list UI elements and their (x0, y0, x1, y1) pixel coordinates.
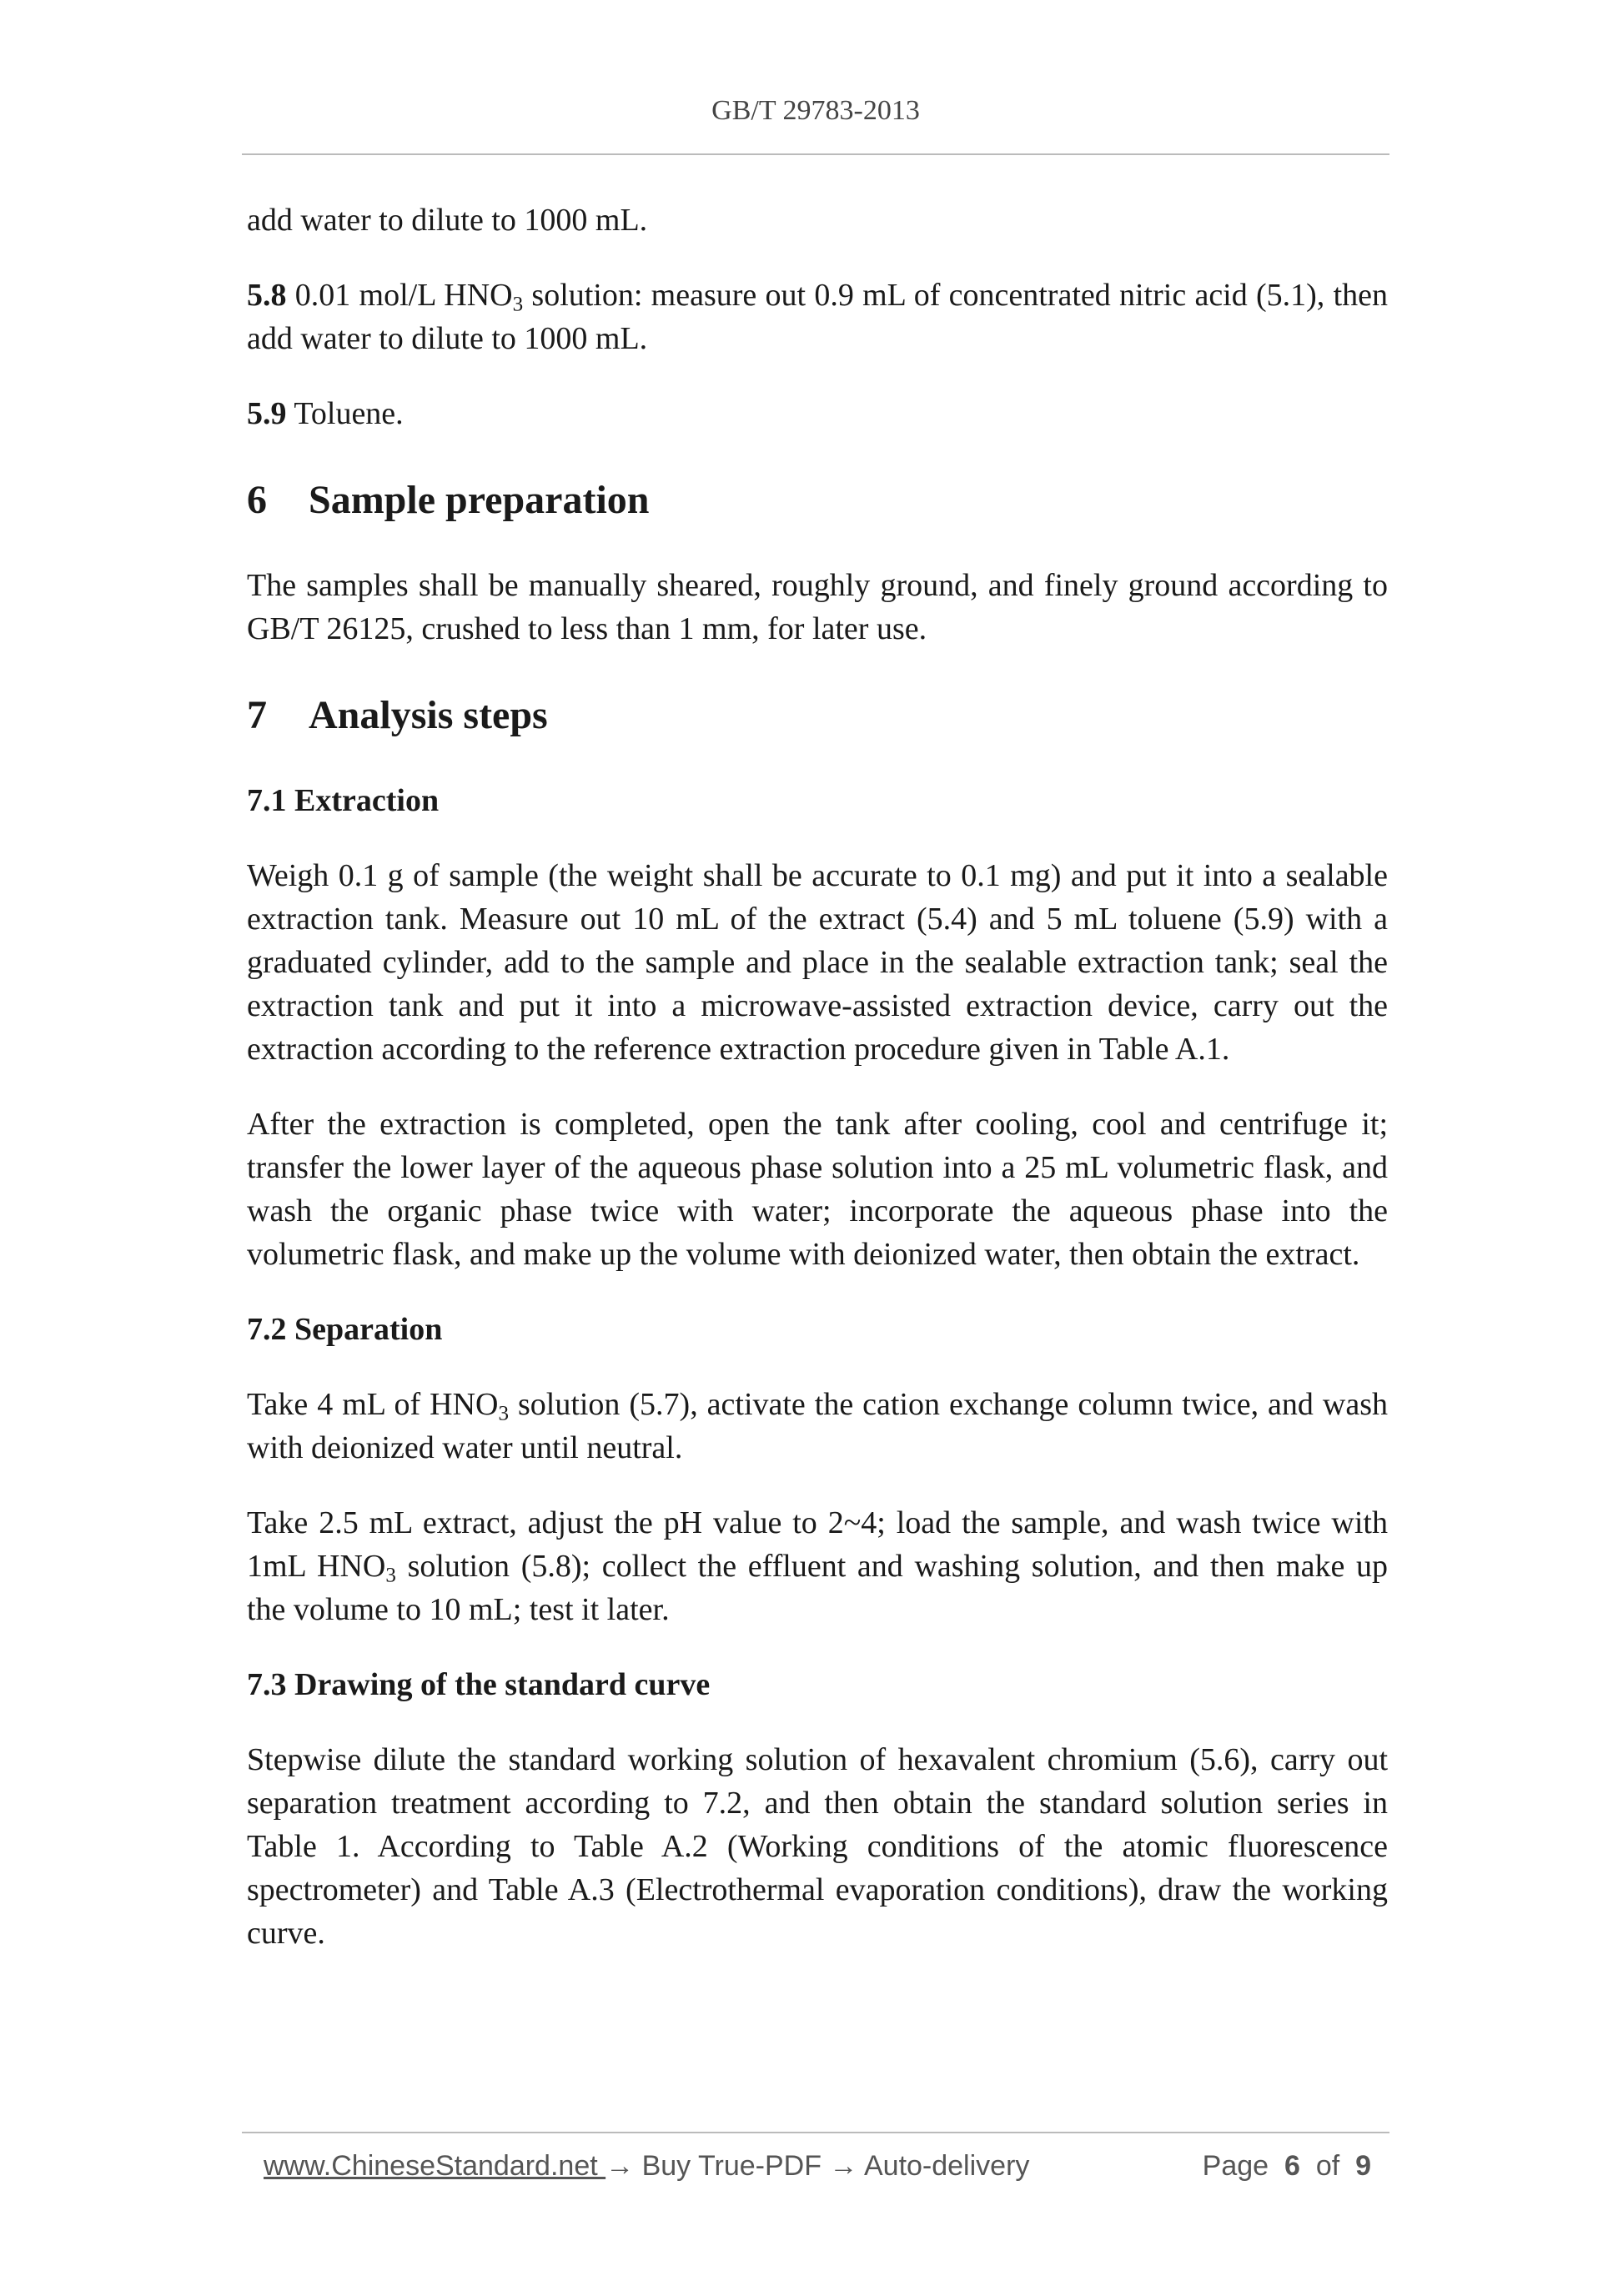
section-heading-7: 7 Analysis steps (247, 693, 548, 737)
page-indicator: Page 6 of 9 (1202, 2150, 1371, 2182)
clause-5-8: 5.8 0.01 mol/L $HNO_3$ solution: measure out 0.9 mL of concentrated nitric acid (5.1), then add water to dilute to 1000 mL. (247, 278, 1388, 356)
current-page-number: 6 (1284, 2150, 1300, 2182)
footer-rule (242, 2132, 1389, 2133)
section-heading-6: 6 Sample preparation (247, 478, 650, 522)
auto-delivery-text: Auto-delivery (857, 2150, 1030, 2182)
clause-number: 5.8 (247, 278, 287, 313)
clause-number: 5.9 (247, 396, 287, 431)
footer-promo (264, 2150, 1029, 2183)
buy-true-pdf-text: Buy True-PDF (634, 2150, 830, 2182)
subsection-heading-7-2: 7.2 Separation (247, 1312, 443, 1347)
website-link[interactable]: www.ChineseStandard.net (264, 2150, 606, 2182)
standard-curve-paragraph: Stepwise dilute the standard working solution of hexavalent chromium (5.6), carry out separation treatment according to 7.2, and then obtain the standard solution series in Table 1. According to Table A.2 (Working conditions of the atomic fluorescence spectrometer) and Table A.3 (Electrothermal evaporation conditions), draw the working curve. (247, 1742, 1388, 1951)
separation-paragraph-2: Take 2.5 mL extract, adjust the pH value to 2~4; load the sample, and wash twice with 1mL $HNO_3$ solution (5.8); collect the effluent and washing solution, and then make up the volume to 10 mL; test it later. (247, 1505, 1388, 1627)
document-id: GB/T 29783-2013 (711, 95, 920, 126)
separation-paragraph-1: Take 4 mL of $HNO_3$ solution (5.7), activate the cation exchange column twice, and wash with deionized water until neutral. (247, 1387, 1388, 1465)
arrow-right-icon: → (829, 2150, 858, 2182)
arrow-right-icon: → (605, 2150, 635, 2182)
page-footer (264, 2150, 1381, 2193)
page-body (247, 198, 1388, 1955)
subsection-heading-7-3: 7.3 Drawing of the standard curve (247, 1667, 711, 1702)
continued-paragraph: add water to dilute to 1000 mL. (247, 203, 648, 238)
total-pages: 9 (1355, 2150, 1371, 2182)
extraction-paragraph-2: After the extraction is completed, open the tank after cooling, cool and centrifuge it; transfer the lower layer of the aqueous phase solution into a 25 mL volumetric flask, and wash the organic phase twice with water; incorporate the aqueous phase into the volumetric flask, and make up the volume with deionized water, then obtain the extract. (247, 1107, 1388, 1272)
clause-5-9: 5.9 Toluene. (247, 396, 404, 431)
extraction-paragraph-1: Weigh 0.1 g of sample (the weight shall be accurate to 0.1 mg) and put it into a sealable extraction tank. Measure out 10 mL of the extract (5.4) and 5 mL toluene (5.9) with a graduated cylinder, add to the sample and place in the sealable extraction tank; seal the extraction tank and put it into a microwave-assisted extraction device, carry out the extraction according to the reference extraction procedure given in Table A.1. (247, 858, 1388, 1067)
page-header (242, 95, 1389, 127)
header-rule (242, 153, 1389, 155)
subsection-heading-7-1: 7.1 Extraction (247, 783, 440, 818)
sample-preparation-text: The samples shall be manually sheared, roughly ground, and finely ground according to GB/T 26125, crushed to less than 1 mm, for later use. (247, 568, 1388, 646)
